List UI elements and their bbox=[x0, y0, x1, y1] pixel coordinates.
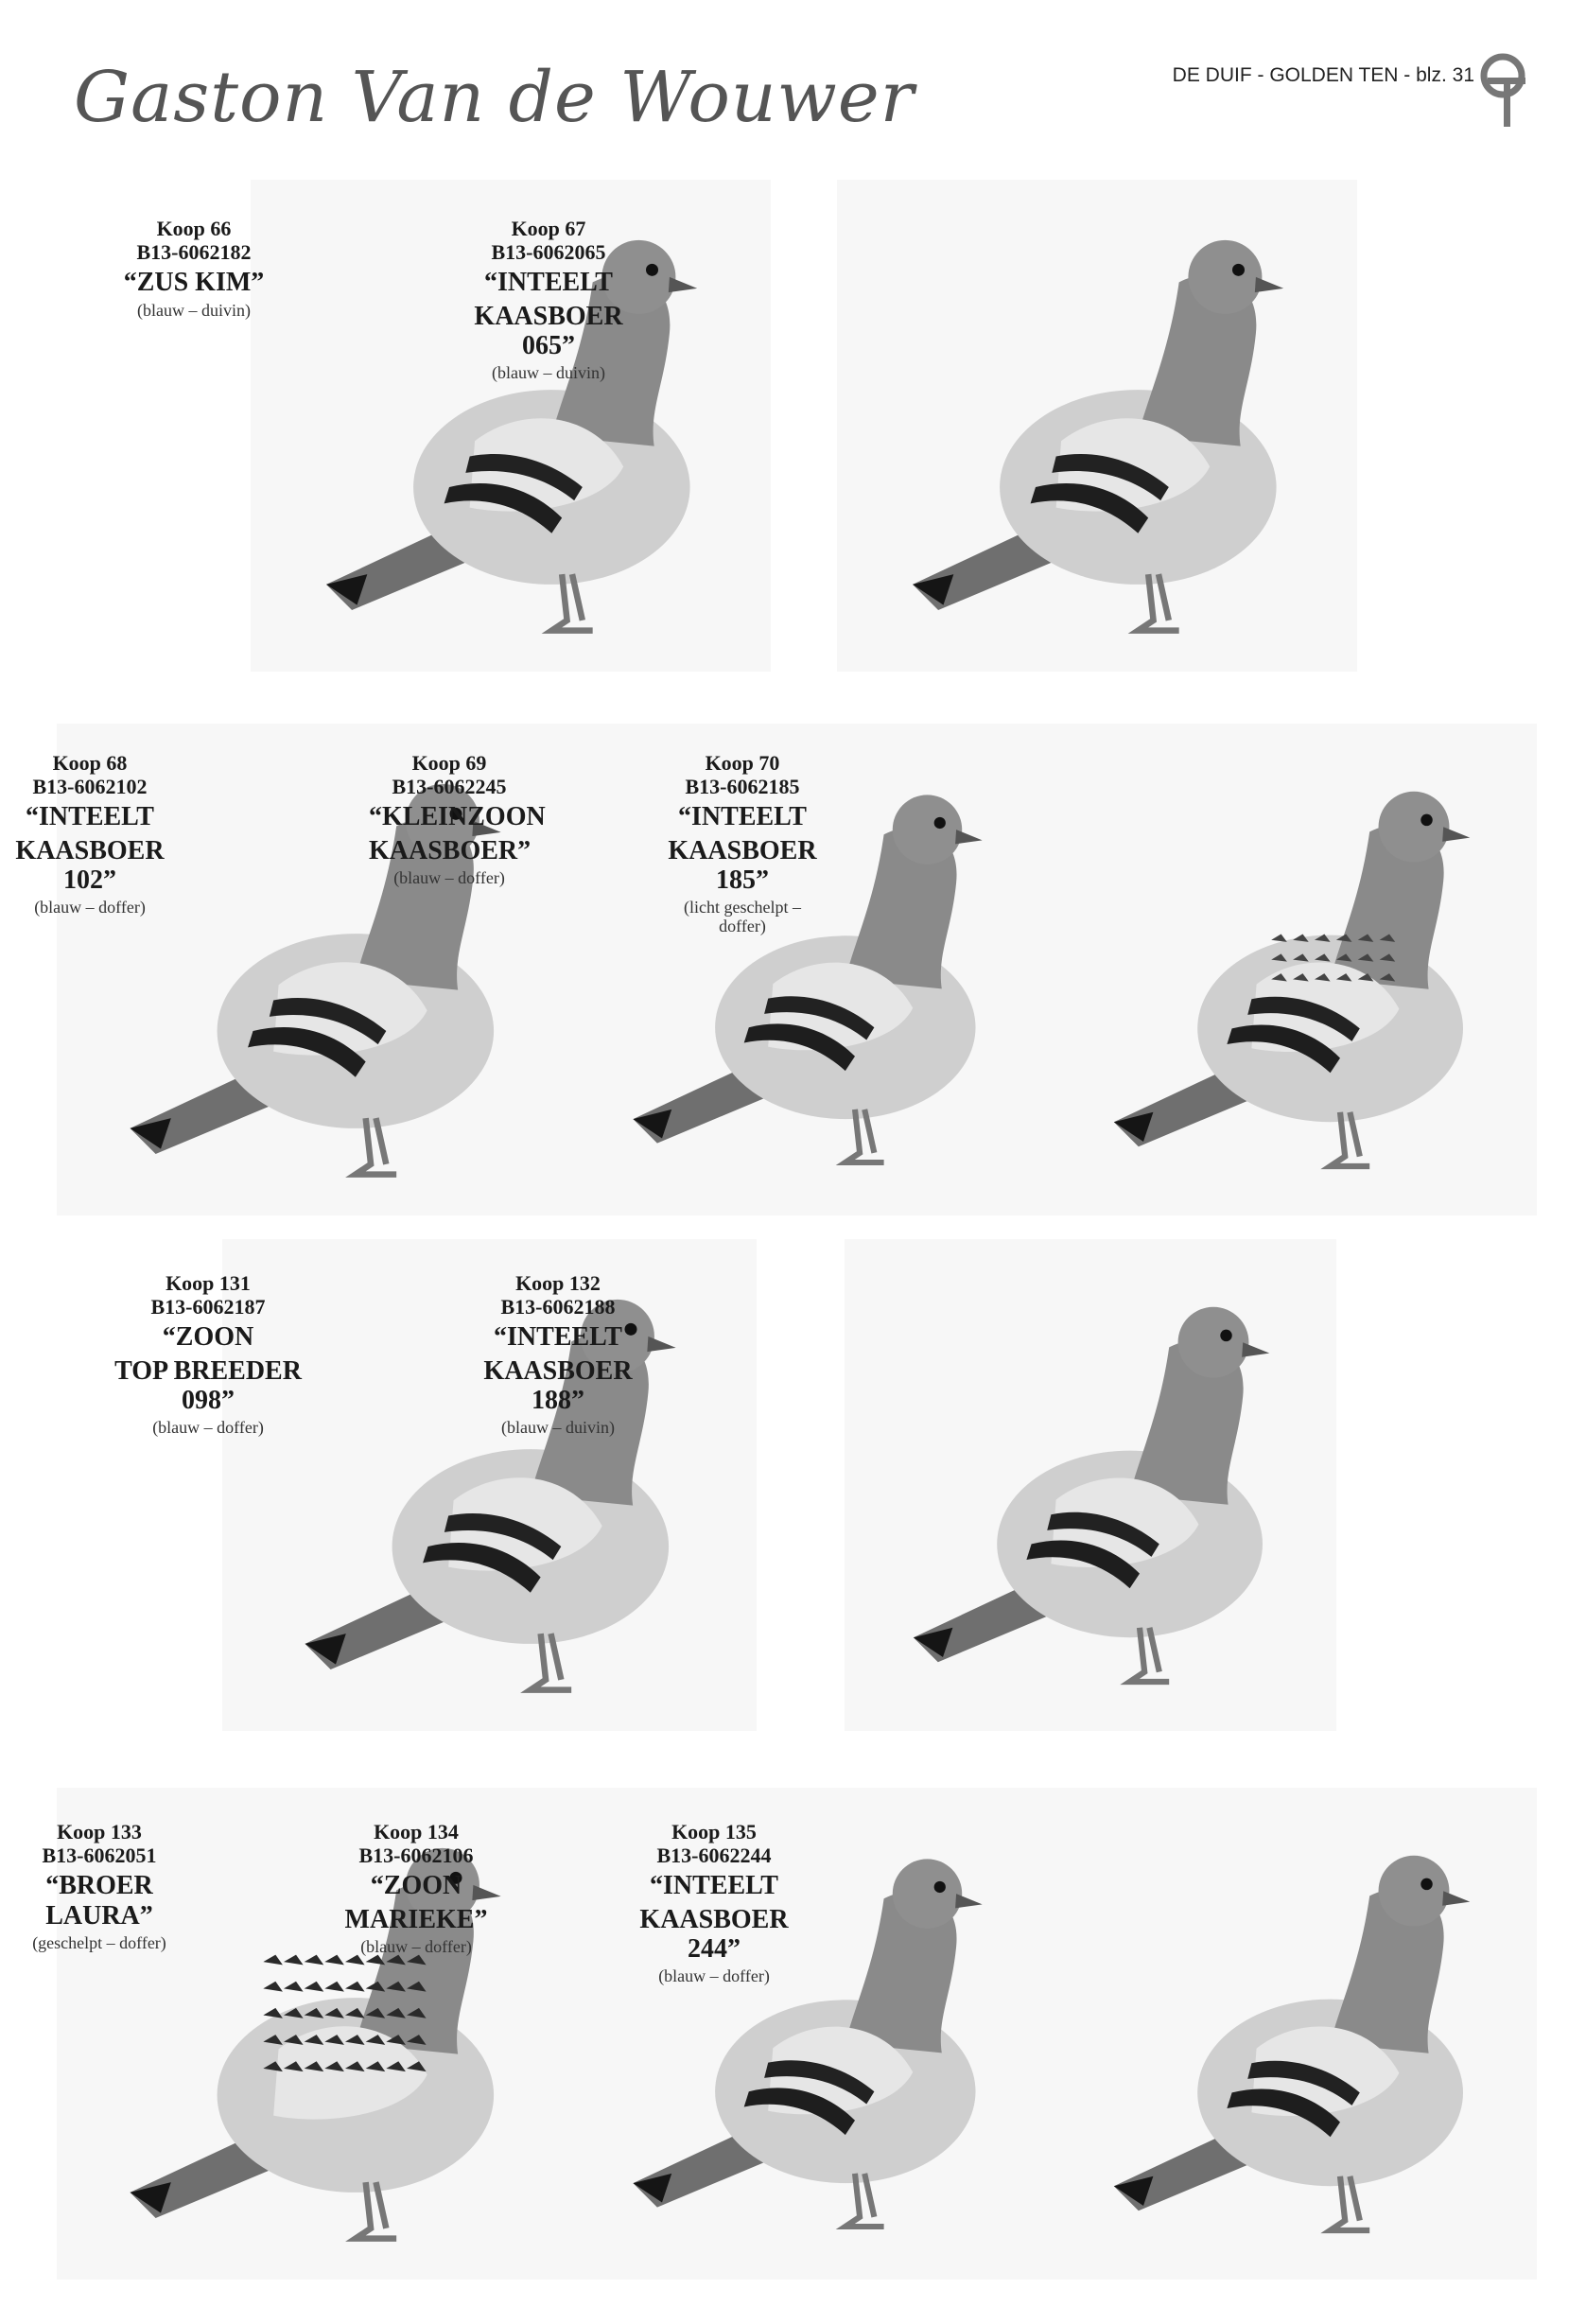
pigeon-caption bbox=[102, 218, 287, 320]
pigeon-color: (licht geschelpt – doffer) bbox=[684, 898, 801, 936]
ring-number: B13-6062185 bbox=[685, 774, 800, 798]
pigeon-name: “BROER LAURA” bbox=[45, 1871, 153, 1931]
pigeon-card bbox=[668, 724, 1537, 1215]
pigeon-name: KAASBOER 185” bbox=[668, 835, 817, 895]
pigeon-color: (blauw – duivin) bbox=[137, 300, 251, 320]
pigeon-name: TOP BREEDER 098” bbox=[114, 1355, 302, 1415]
pigeon-photo bbox=[837, 180, 1357, 672]
pigeon-photo bbox=[1045, 724, 1537, 1215]
pigeon-name: “ZUS KIM” bbox=[123, 268, 265, 298]
koop-number: Koop 68 bbox=[52, 751, 128, 775]
ring-number: B13-6062188 bbox=[500, 1294, 616, 1319]
pigeon-photo bbox=[845, 1239, 1336, 1731]
pigeon-name: KAASBOER 102” bbox=[15, 835, 165, 895]
pigeon-name: “ZOON bbox=[370, 1871, 462, 1901]
pigeon-color: (blauw – doffer) bbox=[658, 1966, 770, 1986]
koop-number: Koop 134 bbox=[374, 1820, 459, 1843]
pigeon-name: “INTEELT bbox=[26, 802, 154, 832]
pigeon-caption bbox=[12, 752, 168, 917]
gt-logo-icon bbox=[1478, 51, 1529, 131]
pigeon-name: KAASBOER 244” bbox=[639, 1904, 789, 1964]
koop-number: Koop 66 bbox=[156, 217, 232, 240]
pigeon-color: (blauw – doffer) bbox=[360, 1936, 472, 1956]
pigeon-name: KAASBOER 188” bbox=[483, 1355, 633, 1415]
pigeon-name: KAASBOER 065” bbox=[474, 301, 623, 360]
ring-number: B13-6062102 bbox=[32, 774, 148, 798]
pigeon-color: (geschelpt – doffer) bbox=[32, 1932, 166, 1952]
koop-number: Koop 133 bbox=[57, 1820, 142, 1843]
koop-number: Koop 132 bbox=[515, 1271, 601, 1295]
pigeon-color: (blauw – duivin) bbox=[492, 363, 605, 383]
pigeon-name: “ZOON bbox=[162, 1322, 254, 1353]
pigeon-name: KAASBOER” bbox=[369, 835, 532, 865]
pigeon-photo bbox=[1045, 1788, 1537, 2280]
ring-number: B13-6062065 bbox=[491, 239, 606, 264]
page-header: DE DUIF - GOLDEN TEN - blz. 31 bbox=[1172, 64, 1474, 86]
ring-number: B13-6062245 bbox=[392, 774, 507, 798]
koop-number: Koop 67 bbox=[511, 217, 586, 240]
ring-number: B13-6062182 bbox=[136, 239, 252, 264]
pigeon-caption bbox=[462, 1272, 655, 1437]
koop-number: Koop 69 bbox=[411, 751, 487, 775]
pigeon-name: “INTEELT bbox=[494, 1322, 622, 1353]
pigeon-caption bbox=[369, 751, 546, 887]
pigeon-caption bbox=[343, 1821, 490, 1956]
pigeon-name: MARIEKE” bbox=[344, 1904, 488, 1934]
pigeon-color: (blauw – doffer) bbox=[34, 898, 146, 917]
ring-number: B13-6062051 bbox=[42, 1843, 157, 1867]
ring-number: B13-6062106 bbox=[358, 1843, 474, 1867]
pigeon-color: (blauw – duivin) bbox=[501, 1418, 615, 1438]
ring-number: B13-6062187 bbox=[150, 1294, 266, 1319]
pigeon-color: (blauw – doffer) bbox=[152, 1418, 264, 1438]
koop-number: Koop 70 bbox=[705, 751, 780, 775]
pigeon-caption bbox=[454, 218, 643, 382]
pigeon-caption bbox=[14, 1821, 184, 1952]
pigeon-card bbox=[474, 180, 1357, 672]
pigeon-color: (blauw – doffer) bbox=[393, 867, 505, 887]
pigeon-name: “INTEELT bbox=[484, 268, 613, 298]
koop-number: Koop 135 bbox=[671, 1820, 757, 1843]
pigeon-caption bbox=[112, 1272, 305, 1437]
ring-number: B13-6062244 bbox=[656, 1843, 772, 1867]
pigeon-card bbox=[639, 1788, 1537, 2280]
pigeon-caption bbox=[665, 752, 821, 936]
pigeon-card bbox=[32, 1788, 572, 2280]
pigeon-caption bbox=[632, 1821, 797, 1985]
pigeon-name: “KLEINZOON bbox=[369, 802, 546, 832]
pigeon-name: “INTEELT bbox=[650, 1871, 778, 1901]
koop-number: Koop 131 bbox=[166, 1271, 251, 1295]
pigeon-name: “INTEELT bbox=[678, 802, 807, 832]
pigeon-card bbox=[483, 1239, 1336, 1731]
page-title: Gaston Van de Wouwer bbox=[74, 57, 915, 138]
